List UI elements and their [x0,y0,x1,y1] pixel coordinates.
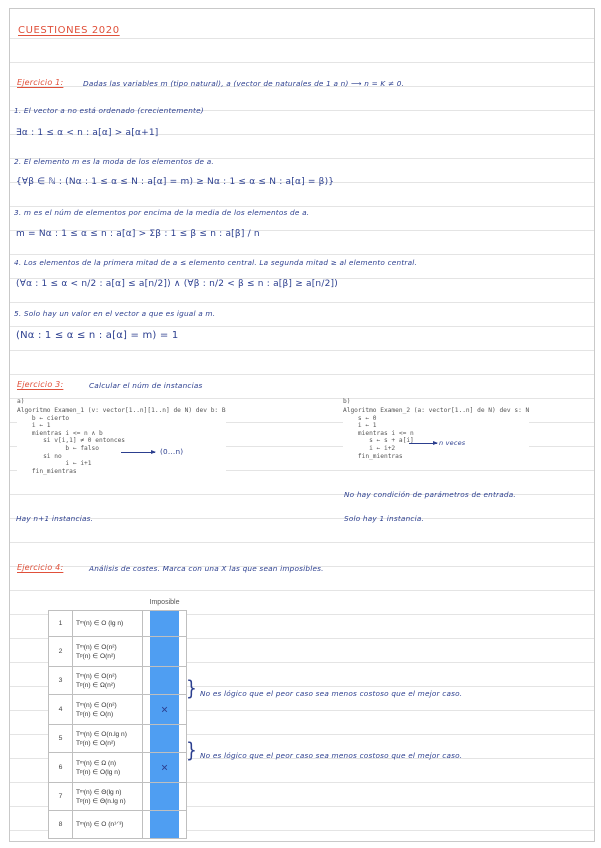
ej4-note-2: No es lógico que el peor caso sea menos costoso que el mejor caso. [200,751,463,760]
table-row: 2 Tᵐ(n) ∈ O(n²) Tᵖ(n) ∈ O(n²) [49,637,187,667]
table-row: 3 Tᵐ(n) ∈ O(n²) Tᵖ(n) ∈ Ω(n²) [49,667,187,695]
table-row: 1 Tᵐ(n) ∈ O (lg n) [49,611,187,637]
table-header-row [49,595,187,611]
imposible-cell[interactable] [143,637,187,667]
ej4-statement: Análisis de costes. Marca con una X las que sean imposibles. [89,564,324,573]
ej1-a5: (Nα : 1 ≤ α ≤ n : a[α] = m) = 1 [16,330,179,341]
page-title: CUESTIONES 2020 [18,25,120,36]
ej3-b-answer2: Solo hay 1 instancia. [344,514,425,523]
brace-icon: } [186,739,197,763]
x-mark-icon: × [160,760,168,775]
table-row: 8 Tᵐ(n) ∈ O (n¹ᐟ³) [49,811,187,839]
imposible-cell[interactable] [143,725,187,753]
arrow-icon [121,452,155,453]
ej4-label: Ejercicio 4: [17,563,64,572]
ej3-statement: Calcular el núm de instancias [89,381,203,390]
brace-icon: } [186,677,197,701]
imposible-cell[interactable] [143,695,187,725]
ej1-a1: ∃α : 1 ≤ α < n : a[α] > a[α+1] [16,128,159,138]
ej3-label: Ejercicio 3: [17,380,64,389]
ej3-b-answer1: No hay condición de parámetros de entrada. [344,490,516,499]
table-row: 5 Tᵐ(n) ∈ O(n.lg n) Tᵖ(n) ∈ O(n²) [49,725,187,753]
ej3-a-answer: Hay n+1 instancias. [16,514,94,523]
imposible-cell[interactable] [143,783,187,811]
arrow-icon [409,443,437,444]
notebook-page [9,8,595,842]
imposible-cell[interactable] [143,753,187,783]
ej1-q4: 4. Los elementos de la primera mitad de a ≤ elemento central. La segunda mitad ≥ al elemento central. [14,258,417,267]
ej3-b-annotation: n veces [439,439,466,447]
cost-table [48,595,187,839]
ej1-a2: {∀β ∈ ℕ : (Nα : 1 ≤ α ≤ N : a[α] = m) ≥ Nα : 1 ≤ α ≤ N : a[α] = β)} [16,177,335,187]
ej3-a-tag: a) [17,398,25,405]
table-row: 6 Tᵐ(n) ∈ Ω (n) Tᵖ(n) ∈ O(lg n) × [49,753,187,783]
table-row: 7 Tᵐ(n) ∈ Θ(lg n) Tᵖ(n) ∈ Θ(n.lg n) [49,783,187,811]
ej1-q3: 3. m es el núm de elementos por encima de la media de los elementos de a. [14,208,310,217]
ej3-a-code: Algoritmo Examen_1 (v: vector[1..n][1..n] de N) dev b: B b ← cierto i ← 1 mientras i <= n ∧ b si v[i,1] ≠ 0 entonces b ← falso si no i ← i+1 fin_mientras [17,407,226,475]
x-mark-icon: × [160,702,168,717]
imposible-cell[interactable] [143,611,187,637]
ej1-a4: (∀α : 1 ≤ α < n/2 : a[α] ≤ a[n/2]) ∧ (∀β : n/2 < β ≤ n : a[β] ≥ a[n/2]) [16,279,338,289]
ej3-b-tag: b) [343,398,351,405]
table-row: 4 Tᵐ(n) ∈ O(n²) Tᵖ(n) ∈ O(n) × [49,695,187,725]
imposible-header: Imposible [143,595,187,611]
ej1-label: Ejercicio 1: [17,78,64,87]
ej4-note-1: No es lógico que el peor caso sea menos costoso que el mejor caso. [200,689,463,698]
ej3-b-code: Algoritmo Examen_2 (a: vector[1..n] de N) dev s: N s ← 0 i ← 1 mientras i <= n s ← s + a[i] i ← i+2 fin_mientras [343,407,530,460]
imposible-cell[interactable] [143,811,187,839]
ej1-q2: 2. El elemento m es la moda de los elementos de a. [14,157,214,166]
ej1-q5: 5. Solo hay un valor en el vector a que es igual a m. [14,309,216,318]
ej1-statement: Dadas las variables m (tipo natural), a (vector de naturales de 1 a n) ⟶ n = K ≠ 0. [83,79,405,88]
ej3-a-annotation: (0...n) [160,447,184,456]
ej1-a3: m = Nα : 1 ≤ α ≤ n : a[α] > Σβ : 1 ≤ β ≤ n : a[β] / n [16,229,260,239]
ej1-q1: 1. El vector a no está ordenado (crecientemente) [14,106,204,115]
imposible-cell[interactable] [143,667,187,695]
